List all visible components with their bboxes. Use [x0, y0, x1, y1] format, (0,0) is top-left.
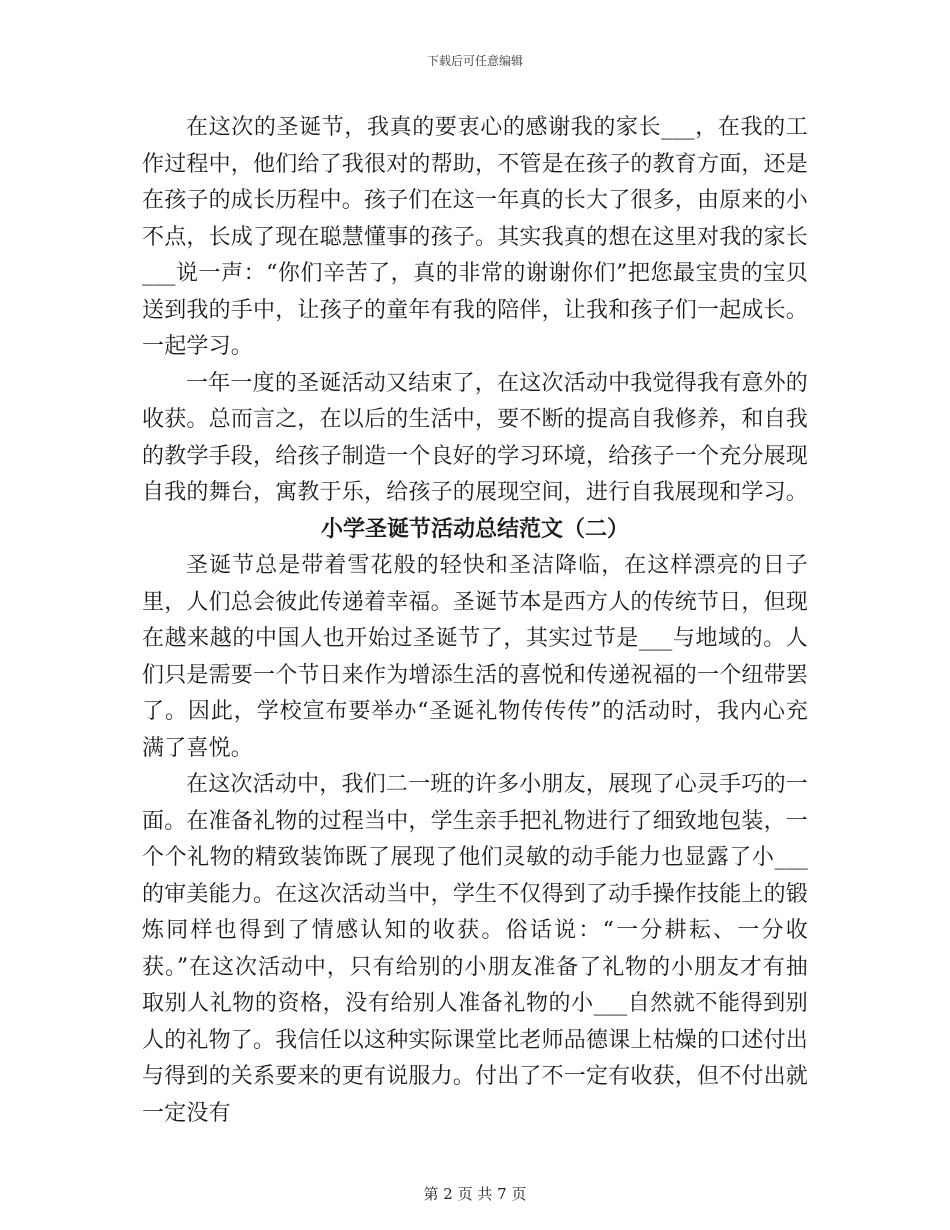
paragraph-summary: 一年一度的圣诞活动又结束了，在这次活动中我觉得我有意外的收获。总而言之，在以后的生活中，要不断的提高自我修养，和自我的教学手段，给孩子制造一个良好的学习环境，给孩子一个充分展现自我的舞台，寓教于乐，给孩子的展现空间，进行自我展现和学习。 [142, 370, 809, 505]
document-body [142, 110, 808, 1132]
paragraph-gratitude: 在这次的圣诞节，我真的要衷心的感谢我的家长___，在我的工作过程中，他们给了我很对的帮助，不管是在孩子的教育方面，还是在孩子的成长历程中。孩子们在这一年真的长大了很多，由原来的小不点，长成了现在聪慧懂事的孩子。其实我真的想在这里对我的家长___说一声：“你们辛苦了，真的非常的谢谢你们”把您最宝贵的宝贝送到我的手中，让孩子的童年有我的陪伴，让我和孩子们一起成长。一起学习。 [142, 115, 809, 359]
page-header: 下载后可任意编辑 [426, 54, 523, 68]
page-number: 第 2 页 共 7 页 [423, 1185, 527, 1203]
paragraph-christmas-intro: 圣诞节总是带着雪花般的轻快和圣洁降临，在这样漂亮的日子里，人们总会彼此传递着幸福。圣诞节本是西方人的传统节日，但现在越来越的中国人也开始过圣诞节了，其实过节是___与地域的。人们只是需要一个节日来作为增添生活的喜悦和传递祝福的一个纽带罢了。因此，学校宣布要举办“圣诞礼物传传传”的活动时，我内心充满了喜悦。 [142, 553, 809, 761]
section-title: 小学圣诞节活动总结范文（二） [320, 516, 629, 542]
paragraph-activity: 在这次活动中，我们二一班的许多小朋友，展现了心灵手巧的一面。在准备礼物的过程当中，学生亲手把礼物进行了细致地包装，一个个礼物的精致装饰既了展现了他们灵敏的动手能力也显露了小___的审美能力。在这次活动当中，学生不仅得到了动手操作技能上的锻炼同样也得到了情感认知的收获。俗话说：“一分耕耘、一分收获。”在这次活动中，只有给别的小朋友准备了礼物的小朋友才有抽取别人礼物的资格，没有给别人准备礼物的小___自然就不能得到别人的礼物了。我信任以这种实际课堂比老师品德课上枯燥的口述付出与得到的关系要来的更有说服力。付出了不一定有收获，但不付出就一定没有 [142, 772, 809, 1126]
